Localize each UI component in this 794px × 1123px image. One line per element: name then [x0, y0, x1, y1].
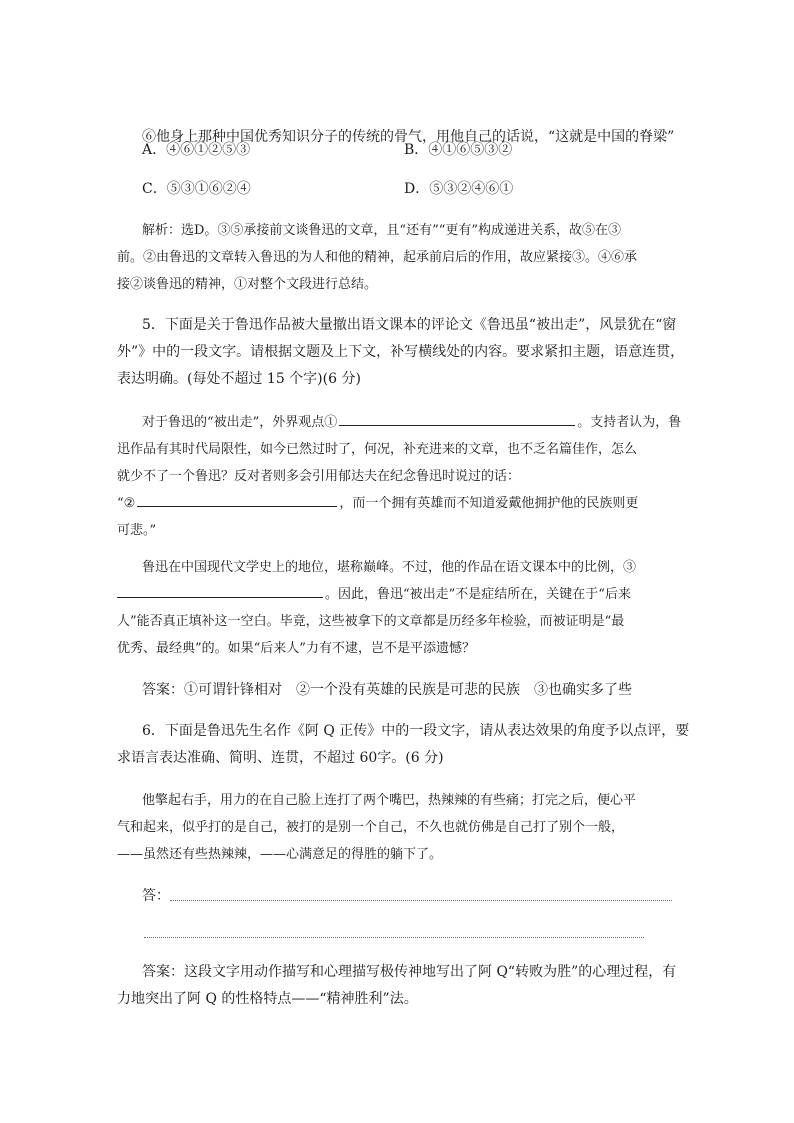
passage-line: ——虽然还有些热辣辣，——心满意足的得胜的躺下了。 [117, 847, 443, 862]
passage-line: 迅作品有其时代局限性，如今已然过时了，何况，补充进来的文章，也不乏名篇佳作，怎么 [117, 442, 638, 457]
answer-dotted-line[interactable] [144, 937, 644, 938]
option-a [142, 139, 250, 159]
passage-line: 可悲。” [117, 523, 157, 538]
answer-line: 答案：这段文字用动作描写和心理描写极传神地写出了阿 Q“转败为胜”的心理过程，有 [142, 964, 677, 980]
answer-line: 答案：①可谓针锋相对 ②一个没有英雄的民族是可悲的民族 ③也确实多了些 [142, 682, 632, 698]
option-text: ⑤③②④⑥① [429, 181, 514, 197]
fill-blank-3[interactable] [117, 585, 323, 598]
option-letter: A． [142, 142, 167, 158]
question-5-stem: 表达明确。(每处不超过 15 个字)(6 分) [117, 371, 361, 387]
option-letter: B． [404, 142, 429, 158]
fill-blank-1[interactable] [339, 413, 575, 426]
question-item-6: ⑥他身上那种中国优秀知识分子的传统的骨气，用他自己的话说，“这就是中国的脊梁” [142, 129, 675, 145]
answer-dotted-line[interactable] [170, 900, 672, 901]
passage-text: ，而一个拥有英雄而不知道爱戴他拥护他的民族则更 [339, 496, 639, 511]
option-letter: D． [404, 181, 430, 197]
answer-line: 力地突出了阿 Q 的性格特点——“精神胜利”法。 [117, 991, 418, 1007]
passage-text: 。因此，鲁迅“被出走”不是症结所在，关键在于“后来 [325, 587, 631, 602]
passage-line: 优秀、最经典”的。如果“后来人”力有不逮，岂不是平添遗憾？ [117, 641, 475, 656]
question-5-stem: 5．下面是关于鲁迅作品被大量撤出语文课本的评论文《鲁迅虽“被出走”，风景犹在“窗 [142, 317, 677, 333]
passage-line: 气和起来，似乎打的是自己，被打的是别一个自己，不久也就仿佛是自己打了别个一般， [117, 820, 625, 835]
option-c [142, 178, 251, 198]
question-6-stem: 求语言表达准确、简明、连贯，不超过 60字。(6 分) [117, 750, 444, 766]
fill-blank-2[interactable] [137, 494, 337, 507]
option-letter: C． [142, 181, 167, 197]
passage-line: 鲁迅在中国现代文学史上的地位，堪称巅峰。不过，他的作品在语文课本中的比例，③ [142, 560, 637, 575]
passage-line [117, 583, 631, 602]
passage-text: 。支持者认为，鲁 [577, 415, 682, 430]
passage-line: 他擎起右手，用力的在自己脸上连打了两个嘴巴，热辣辣的有些痛；打完之后，便心平 [142, 793, 637, 808]
option-b [404, 139, 512, 159]
passage-line [117, 492, 638, 511]
passage-line [142, 411, 681, 430]
question-6-stem: 6．下面是鲁迅先生名作《阿 Q 正传》中的一段文字，请从表达效果的角度予以点评，要 [142, 723, 690, 739]
answer-label: 答： [142, 888, 170, 904]
passage-text: “② [117, 496, 136, 511]
passage-line: 就少不了一个鲁迅？反对者则多会引用郁达夫在纪念鲁迅时说过的话： [117, 469, 521, 484]
passage-line: 人”能否真正填补这一空白。毕竟，这些被拿下的文章都是历经多年检验，而被证明是“最 [117, 614, 625, 629]
passage-text: 对于鲁迅的“被出走”，外界观点① [142, 415, 338, 430]
question-5-stem: 外”》中的一段文字。请根据文题及上下文，补写横线处的内容。要求紧扣主题，语意连贯， [117, 344, 685, 360]
option-d [404, 178, 513, 198]
analysis-line: 接②谈鲁迅的精神，①对整个文段进行总结。 [117, 277, 378, 292]
option-text: ④①⑥⑤③② [428, 142, 513, 158]
analysis-line: 解析：选D。③⑤承接前文谈鲁迅的文章，且“还有”“更有”构成递进关系，故⑤在③ [142, 223, 622, 238]
analysis-line: 前。②由鲁迅的文章转入鲁迅的为人和他的精神，起承前启后的作用，故应紧接③。④⑥承 [117, 250, 638, 265]
option-text: ⑤③①⑥②④ [166, 181, 251, 197]
option-text: ④⑥①②⑤③ [166, 142, 251, 158]
